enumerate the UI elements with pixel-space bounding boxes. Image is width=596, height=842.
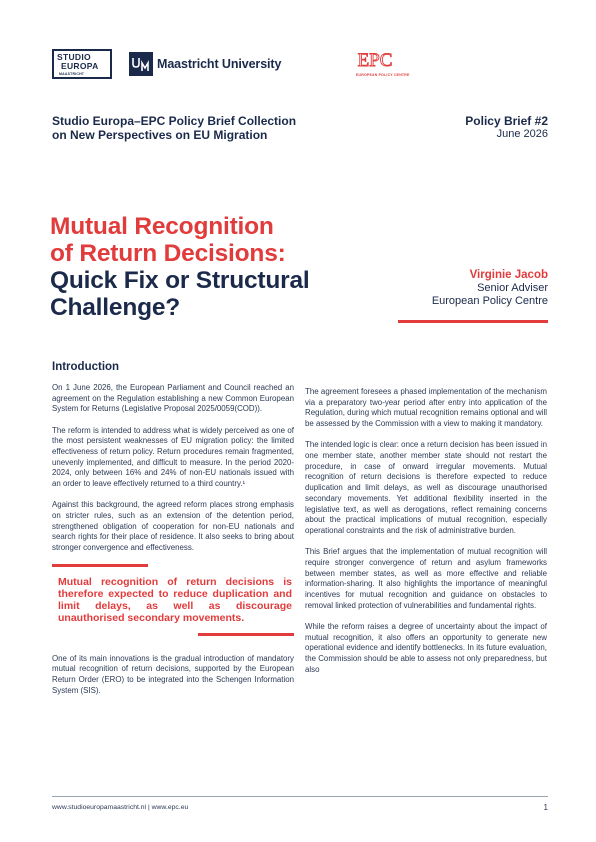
title-line-3: Quick Fix or Structural (50, 267, 310, 294)
right-column (305, 387, 547, 686)
epc-logo-subtitle: EUROPEAN POLICY CENTRE (356, 73, 410, 77)
author-name: Virginie Jacob (469, 269, 548, 281)
studio-europa-logo-line2: EUROPA (61, 61, 99, 71)
left-column (52, 383, 294, 707)
epc-logo-letters: EPC (357, 50, 393, 71)
collection-title (52, 114, 352, 142)
paragraph: One of its main innovations is the gradual introduction of mandatory mutual recognition of return decisions, supported by the European Return Order (ERO) to be integrated into the Schengen Information System (SIS). (52, 653, 294, 695)
author-divider (398, 320, 548, 323)
paragraph: The agreement foresees a phased implementation of the mechanism via a preparatory two-year period after entry into application of the Regulation, during which mutual recognition remains optional and will be assessed by the Commission with a view to making it mandatory. (305, 387, 547, 429)
paragraph: The reform is intended to address what is widely perceived as one of the most persistent weaknesses of EU migration policy: the limited effectiveness of return policy. Return procedures remain fragmented, unevenly implemented, and difficult to measure. In the period 2020-2024, only between 16% and 24% of non-EU nationals issued with an order to leave effectively returned to a third country.¹ (52, 425, 294, 489)
author-organization: European Policy Centre (431, 295, 548, 307)
studio-europa-logo-line3: MAASTRICHT (59, 72, 85, 76)
collection-title-line2: on New Perspectives on EU Migration (52, 128, 268, 142)
epc-logo (310, 47, 410, 81)
footer-divider (52, 796, 548, 797)
title-line-1: Mutual Recognition (50, 213, 274, 240)
section-heading: Introduction (52, 361, 120, 373)
studio-europa-logo-line1: STUDIO (57, 52, 91, 62)
footer-links[interactable]: www.studioeuropamaastricht.nl | www.epc.eu (52, 804, 189, 811)
pull-quote-top-rule (52, 564, 148, 567)
title-line-4: Challenge? (50, 294, 181, 321)
brief-number: Policy Brief #2 (465, 114, 548, 128)
pull-quote (52, 564, 294, 635)
maastricht-university-logo-text: Maastricht University (157, 57, 282, 71)
page-title (50, 213, 360, 321)
paragraph: On 1 June 2026, the European Parliament and Council reached an agreement on the Regulation establishing a new Common European System for Returns (Legislative Proposal 2025/0059(COD)). (52, 383, 294, 414)
page-number: 1 (543, 803, 548, 812)
logo-bar (52, 47, 410, 81)
maastricht-university-icon (129, 52, 153, 76)
pull-quote-text: Mutual recognition of return decisions is therefore expected to reduce duplication and limit delays, as well as discourage unauthorised secondary movements. (58, 576, 292, 624)
paragraph: The intended logic is clear: once a return decision has been issued in one member state, another member state should not restart the procedure, in case of onward irregular movements. Mutual recognition of return decisions is therefore expected to reduce duplication and limit delays, as well as discourage unauthorised secondary movements. Yet additional flexibility inserted in the legislative text, as well as derogations, reflect remaining concerns about the practical implications of mutual recognition, especially operational constraints and the risk of administrative burden. (305, 440, 547, 535)
pull-quote-bottom-rule (198, 633, 294, 636)
author-block (432, 268, 548, 308)
brief-date: June 2026 (496, 128, 548, 140)
title-line-2: of Return Decisions: (50, 240, 286, 267)
studio-europa-logo (52, 49, 112, 79)
epc-logo-mark (357, 47, 393, 71)
paragraph: Against this background, the agreed reform places strong emphasis on stricter rules, such as an extension of the detention period, strengthened obligation of cooperation for non-EU nationals and search rights for their place of residence. It also seeks to bring about stronger convergence and effectiveness. (52, 500, 294, 553)
collection-title-line1: Studio Europa–EPC Policy Brief Collection (52, 114, 297, 128)
author-role: Senior Adviser (477, 282, 548, 294)
paragraph: This Brief argues that the implementation of mutual recognition will require stronger convergence of return and asylum frameworks between member states, as well as more effective and reliable information-sharing. It also highlights the importance of meaningful incentives for mutual recognition and guidance on obstacles to removal linked protection of vulnerabilities and fundamental rights. (305, 547, 547, 610)
paragraph: While the reform raises a degree of uncertainty about the impact of mutual recognition, it also offers an opportunity to generate new operational evidence and identify bottlenecks. In its future evaluation, the Commission should be able to assess not only preparedness, but also (305, 621, 547, 674)
